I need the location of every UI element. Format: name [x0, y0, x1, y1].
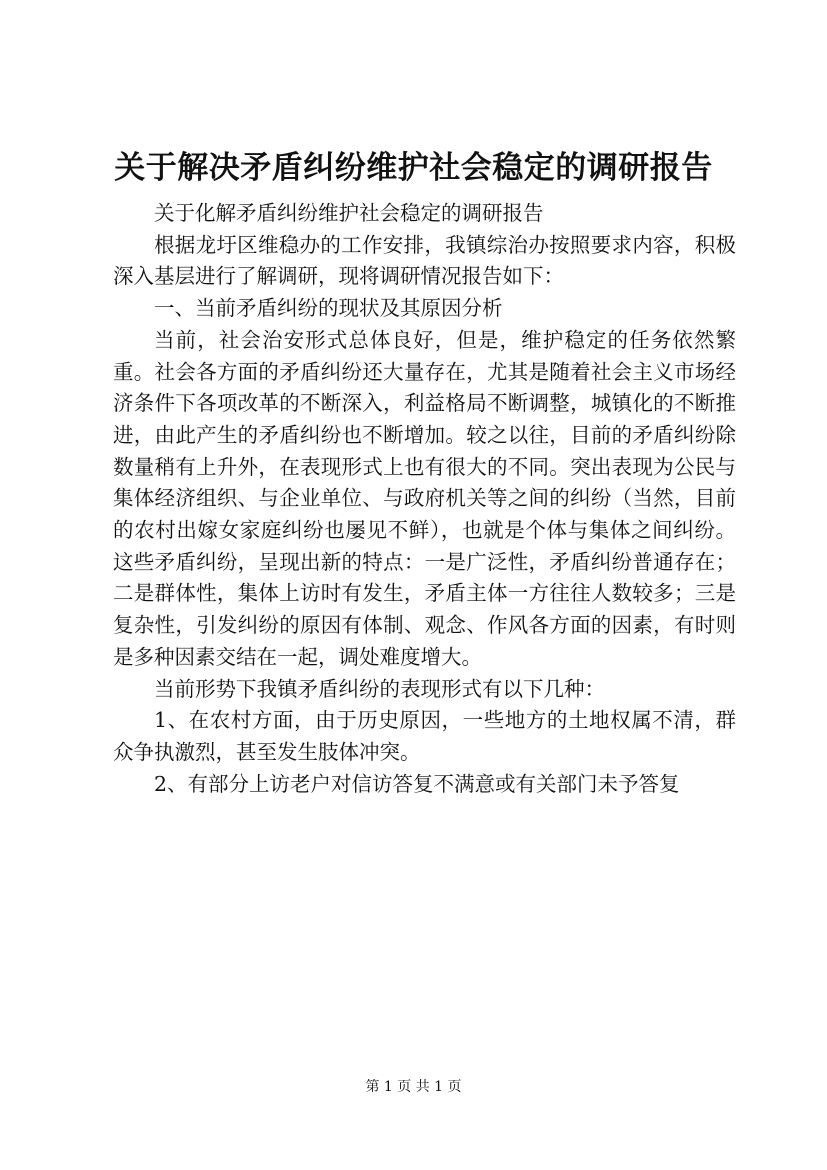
- page-number: 第 1 页 共 1 页: [365, 1079, 462, 1095]
- forms-intro-paragraph: 当前形势下我镇矛盾纠纷的表现形式有以下几种：: [154, 676, 605, 701]
- document-body: [113, 198, 736, 800]
- item-1-paragraph: 1、在农村方面，由于历史原因，一些地方的土地权属不清，群众争执激烈，甚至发生肢体冲突。: [113, 708, 736, 764]
- document-title: 关于解决矛盾纠纷维护社会稳定的调研报告: [114, 150, 713, 186]
- item-2-paragraph: 2、有部分上访老户对信访答复不满意或有关部门未予答复: [154, 771, 680, 796]
- situation-paragraph: 当前，社会治安形式总体良好，但是，维护稳定的任务依然繁重。社会各方面的矛盾纠纷还大量存在，尤其是随着社会主义市场经济条件下各项改革的不断深入，利益格局不断调整，城镇化的不断推进，由此产生的矛盾纠纷也不断增加。较之以往，目前的矛盾纠纷除数量稍有上升外，在表现形式上也有很大的不同。突出表现为公民与集体经济组织、与企业单位、与政府机关等之间的纠纷（当然，目前的农村出嫁女家庭纠纷也屡见不鲜），也就是个体与集体之间纠纷。这些矛盾纠纷，呈现出新的特点：一是广泛性，矛盾纠纷普通存在；二是群体性，集体上访时有发生，矛盾主体一方往往人数较多；三是复杂性，引发纠纷的原因有体制、观念、作风各方面的因素，有时则是多种因素交结在一起，调处难度增大。: [113, 327, 736, 669]
- section-heading: 一、当前矛盾纠纷的现状及其原因分析: [154, 296, 503, 321]
- subtitle-paragraph: 关于化解矛盾纠纷维护社会稳定的调研报告: [154, 201, 544, 225]
- intro-paragraph: 根据龙圩区维稳办的工作安排，我镇综治办按照要求内容，积极深入基层进行了解调研，现将调研情况报告如下：: [113, 232, 736, 289]
